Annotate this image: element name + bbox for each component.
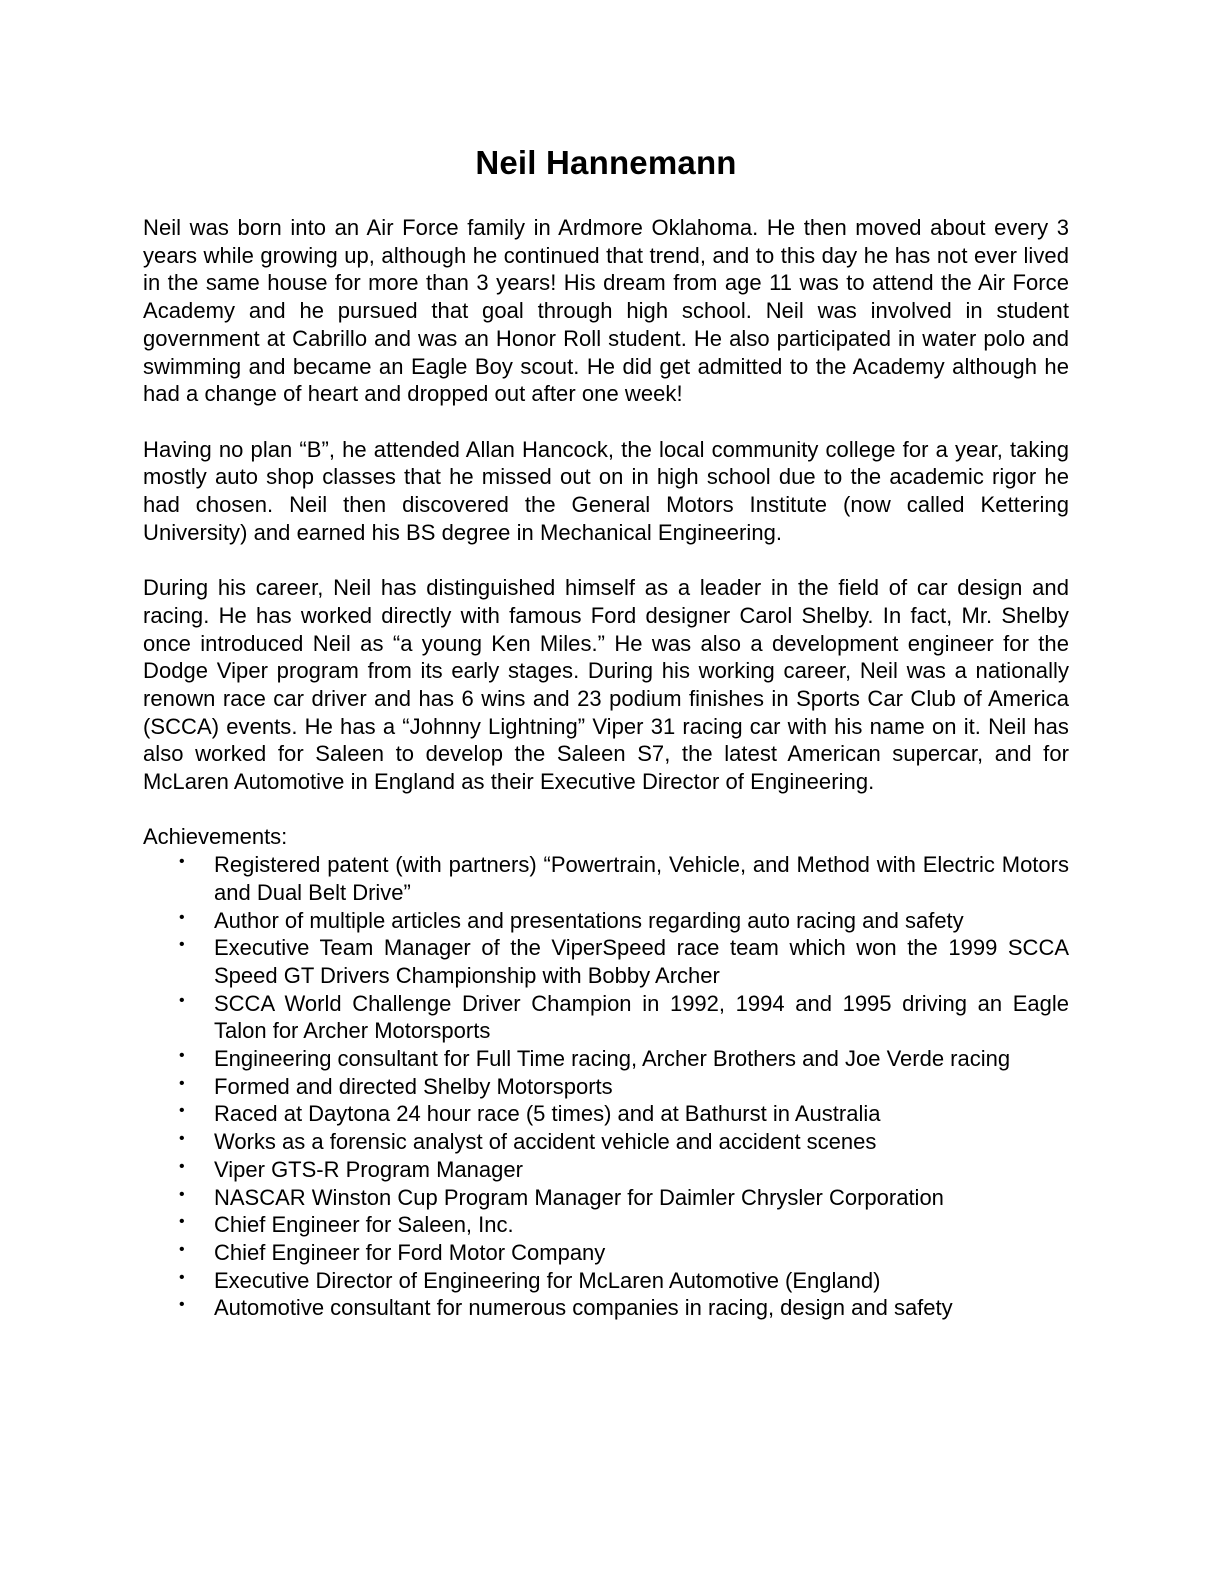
bullet-icon: • [179,1296,185,1314]
paragraph-career: During his career, Neil has distinguished himself as a leader in the field of car design and racing. He has worked directly with famous Ford designer Carol Shelby. In fact, Mr. Shelby once introduced Neil as “a young Ken Miles.” He was also a development engineer for the Dodge Viper program from its early stages. During his working career, Neil was a nationally renown race car driver and has 6 wins and 23 podium finishes in Sports Car Club of America (SCCA) events. He has a “Johnny Lightning” Viper 31 racing car with his name on it. Neil has also worked for Saleen to develop the Saleen S7, the latest American supercar, and for McLaren Automotive in England as their Executive Director of Engineering. [143,575,1069,795]
list-item-text: NASCAR Winston Cup Program Manager for Daimler Chrysler Corporation [214,1184,944,1210]
list-item-text: Raced at Daytona 24 hour race (5 times) and at Bathurst in Australia [214,1101,881,1127]
achievements-heading: Achievements: [143,824,288,850]
list-item-text: Automotive consultant for numerous companies in racing, design and safety [214,1295,953,1321]
list-item [143,1156,1069,1184]
bullet-icon: • [179,1268,185,1286]
list-item-text: Author of multiple articles and presentations regarding auto racing and safety [214,907,964,933]
list-item-text: Viper GTS-R Program Manager [214,1156,523,1182]
list-item [143,1128,1069,1156]
bullet-icon: • [179,853,185,871]
list-item-text: Chief Engineer for Saleen, Inc. [214,1212,514,1238]
list-item [143,1294,1069,1322]
achievements-list [143,851,1069,1322]
bullet-icon: • [179,1157,185,1175]
paragraph-education: Having no plan “B”, he attended Allan Hancock, the local community college for a year, taking mostly auto shop classes that he missed out on in high school due to the academic rigor he had chosen. Neil then discovered the General Motors Institute (now called Kettering University) and earned his BS degree in Mechanical Engineering. [143,436,1069,545]
list-item-text: Registered patent (with partners) “Powertrain, Vehicle, and Method with Electric Motors and Dual Belt Drive” [214,852,1069,905]
list-item [143,851,1069,906]
bullet-icon: • [179,1130,185,1148]
bullet-icon: • [179,991,185,1009]
bullet-icon: • [179,1213,185,1231]
list-item-text: Chief Engineer for Ford Motor Company [214,1239,606,1265]
list-item [143,1267,1069,1295]
list-item [143,934,1069,989]
bullet-icon: • [179,1074,185,1092]
list-item [143,1045,1069,1073]
page-title: Neil Hannemann [475,144,737,181]
bullet-icon: • [179,1047,185,1065]
list-item-text: Formed and directed Shelby Motorsports [214,1073,613,1099]
bullet-icon: • [179,936,185,954]
list-item [143,1073,1069,1101]
list-item [143,1184,1069,1212]
list-item-text: SCCA World Challenge Driver Champion in 1992, 1994 and 1995 driving an Eagle Talon for Archer Motorsports [214,990,1069,1044]
list-item-text: Works as a forensic analyst of accident vehicle and accident scenes [214,1129,877,1155]
bullet-icon: • [179,1102,185,1120]
list-item [143,1100,1069,1128]
list-item [143,1239,1069,1267]
list-item [143,907,1069,935]
document-page [143,140,1069,1322]
list-item-text: Executive Director of Engineering for McLaren Automotive (England) [214,1267,881,1293]
bullet-icon: • [179,1240,185,1258]
list-item [143,990,1069,1045]
bullet-icon: • [179,1185,185,1203]
list-item-text: Engineering consultant for Full Time racing, Archer Brothers and Joe Verde racing [214,1046,1011,1072]
paragraph-early-life: Neil was born into an Air Force family in Ardmore Oklahoma. He then moved about every 3 years while growing up, although he continued that trend, and to this day he has not ever lived in the same house for more than 3 years! His dream from age 11 was to attend the Air Force Academy and he pursued that goal through high school. Neil was involved in student government at Cabrillo and was an Honor Roll student. He also participated in water polo and swimming and became an Eagle Boy scout. He did get admitted to the Academy although he had a change of heart and dropped out after one week! [143,215,1069,407]
bullet-icon: • [179,908,185,926]
list-item [143,1211,1069,1239]
list-item-text: Executive Team Manager of the ViperSpeed race team which won the 1999 SCCA Speed GT Drivers Championship with Bobby Archer [214,935,1069,988]
